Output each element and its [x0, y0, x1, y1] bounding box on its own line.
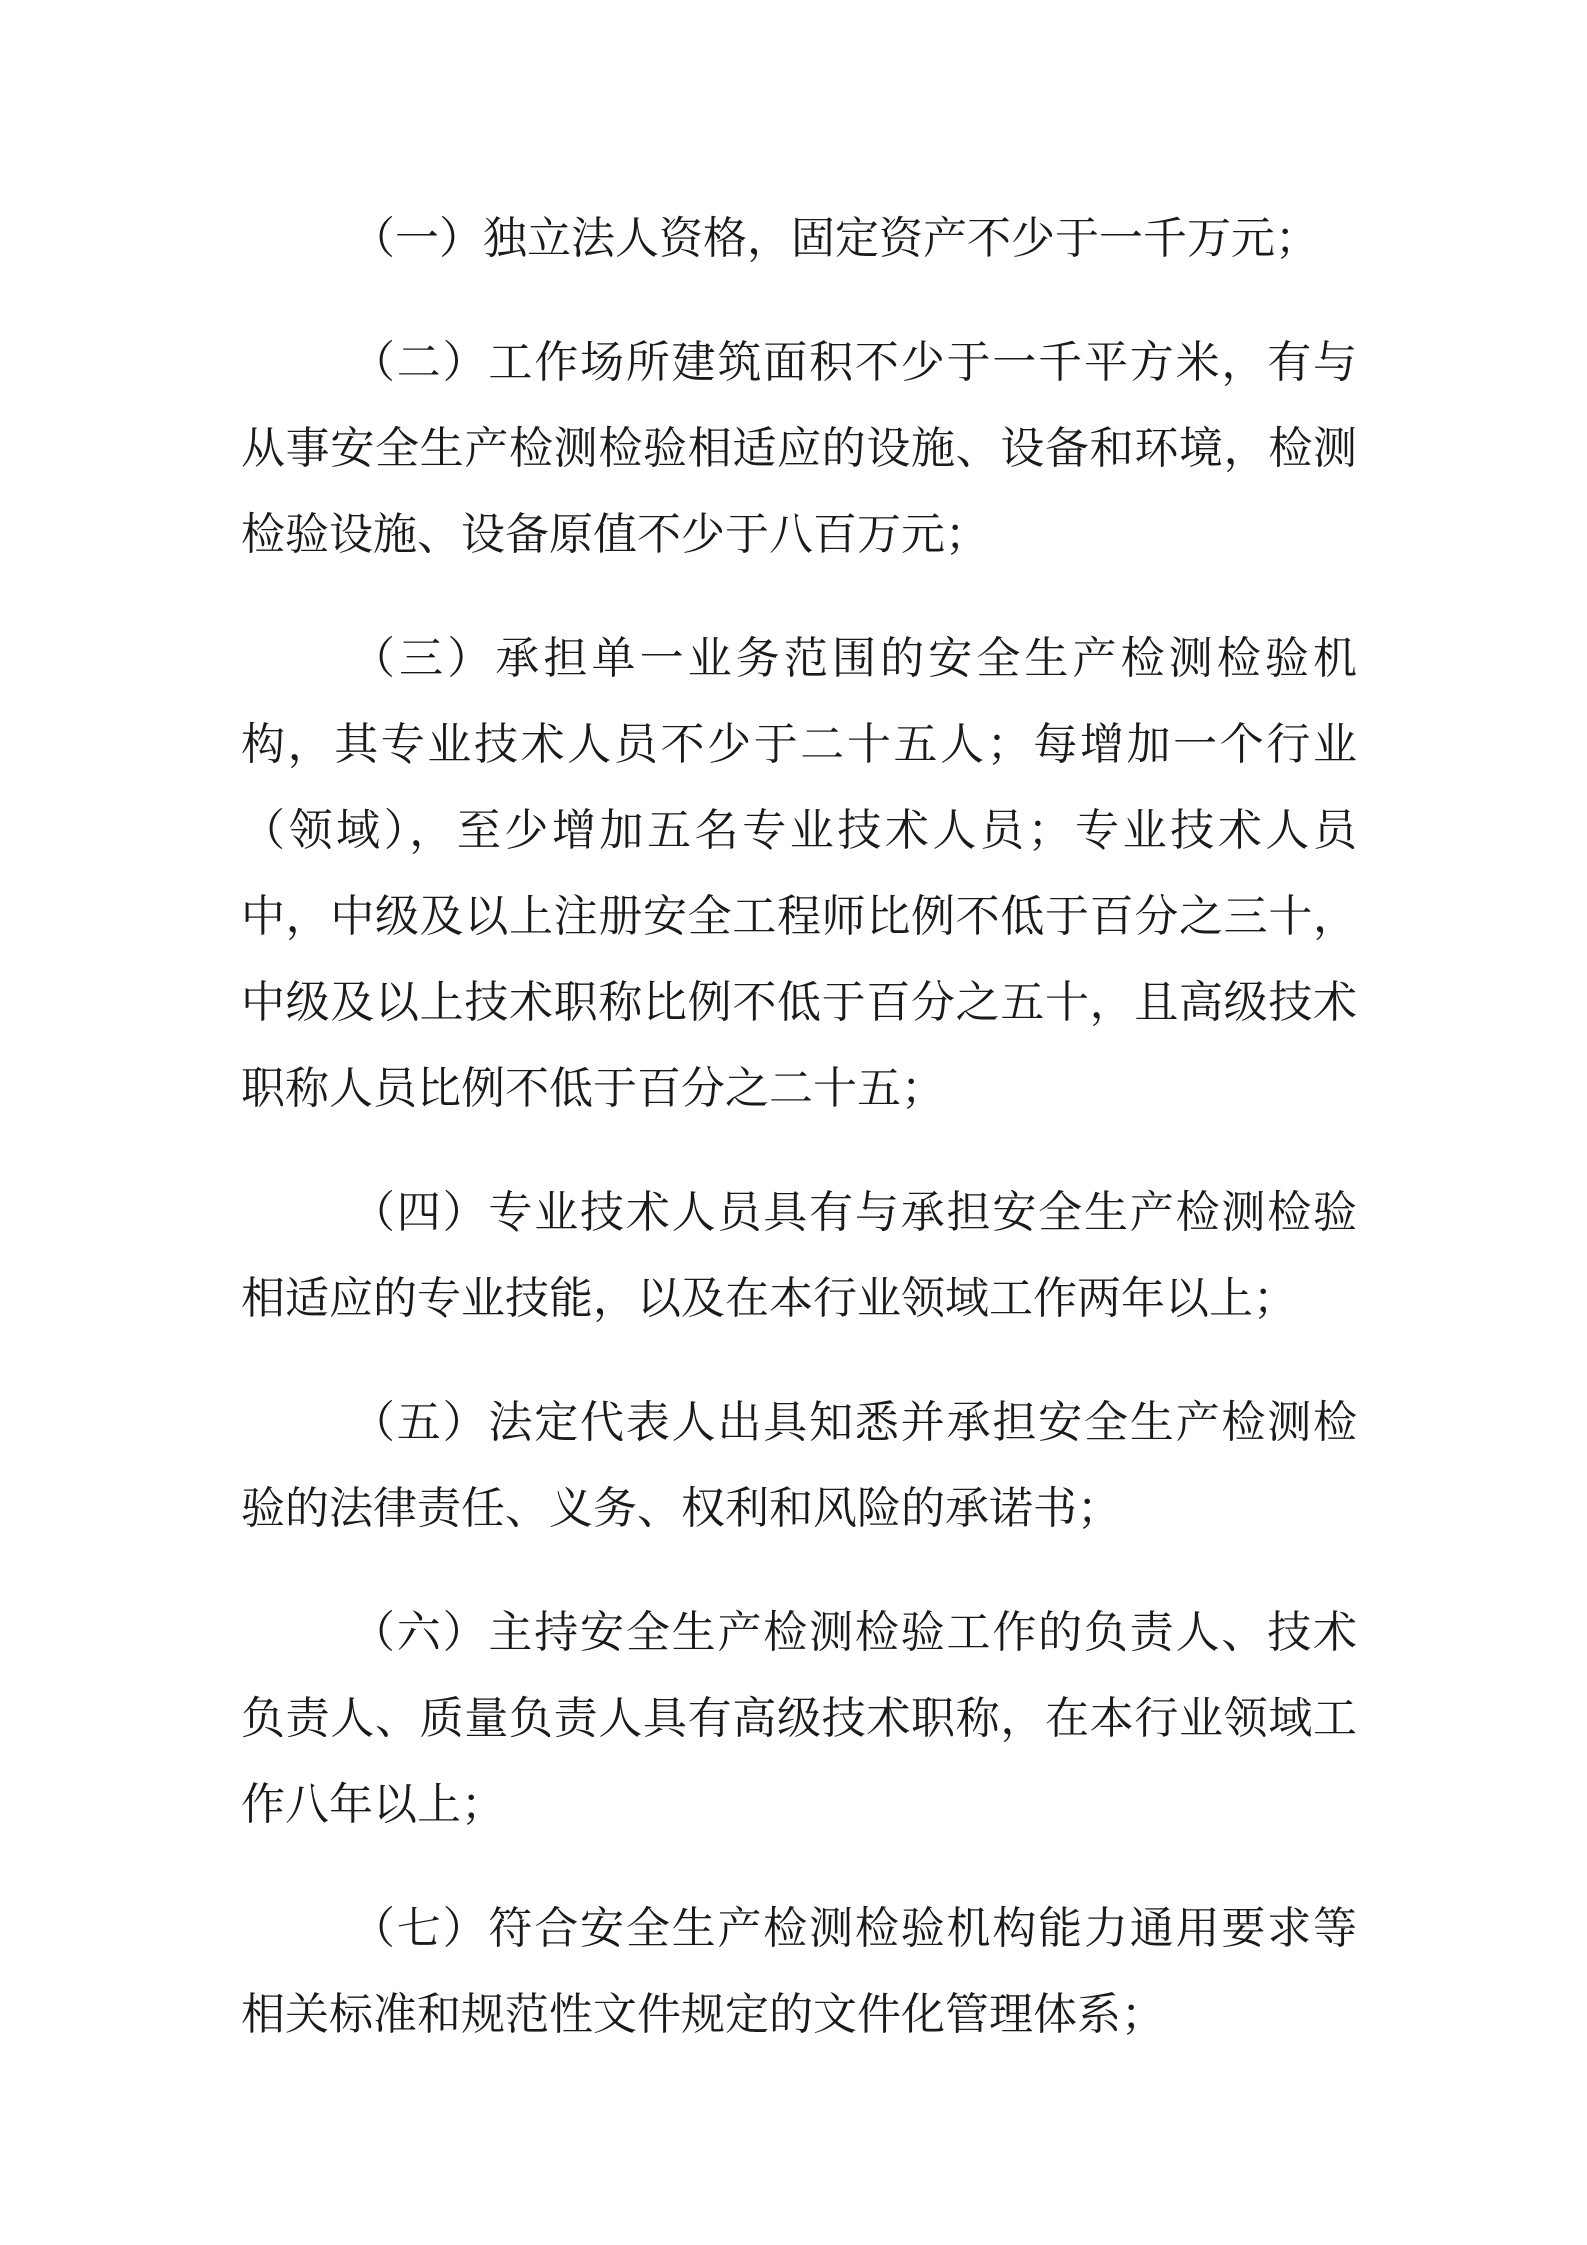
paragraph-item-2: （二）工作场所建筑面积不少于一千平方米，有与从事安全生产检测检验相适应的设施、设备和环境，检测检验设施、设备原值不少于八百万元； [241, 337, 1357, 560]
paragraph-item-6: （六）主持安全生产检测检验工作的负责人、技术负责人、质量负责人具有高级技术职称，在本行业领域工作八年以上； [241, 1607, 1357, 1830]
document-body [241, 196, 1357, 2058]
paragraph-item-1: （一）独立法人资格，固定资产不少于一千万元； [351, 213, 1319, 264]
paragraph-item-5: （五）法定代表人出具知悉并承担安全生产检测检验的法律责任、义务、权利和风险的承诺书； [241, 1397, 1357, 1534]
paragraph-item-7: （七）符合安全生产检测检验机构能力通用要求等相关标准和规范性文件规定的文件化管理体系； [241, 1903, 1357, 2040]
paragraph-item-3: （三）承担单一业务范围的安全生产检测检验机构，其专业技术人员不少于二十五人；每增加一个行业（领域），至少增加五名专业技术人员；专业技术人员中，中级及以上注册安全工程师比例不低于百分之三十，中级及以上技术职称比例不低于百分之五十，且高级技术职称人员比例不低于百分之二十五； [241, 633, 1357, 1114]
paragraph-item-4: （四）专业技术人员具有与承担安全生产检测检验相适应的专业技能，以及在本行业领域工作两年以上； [241, 1187, 1357, 1324]
